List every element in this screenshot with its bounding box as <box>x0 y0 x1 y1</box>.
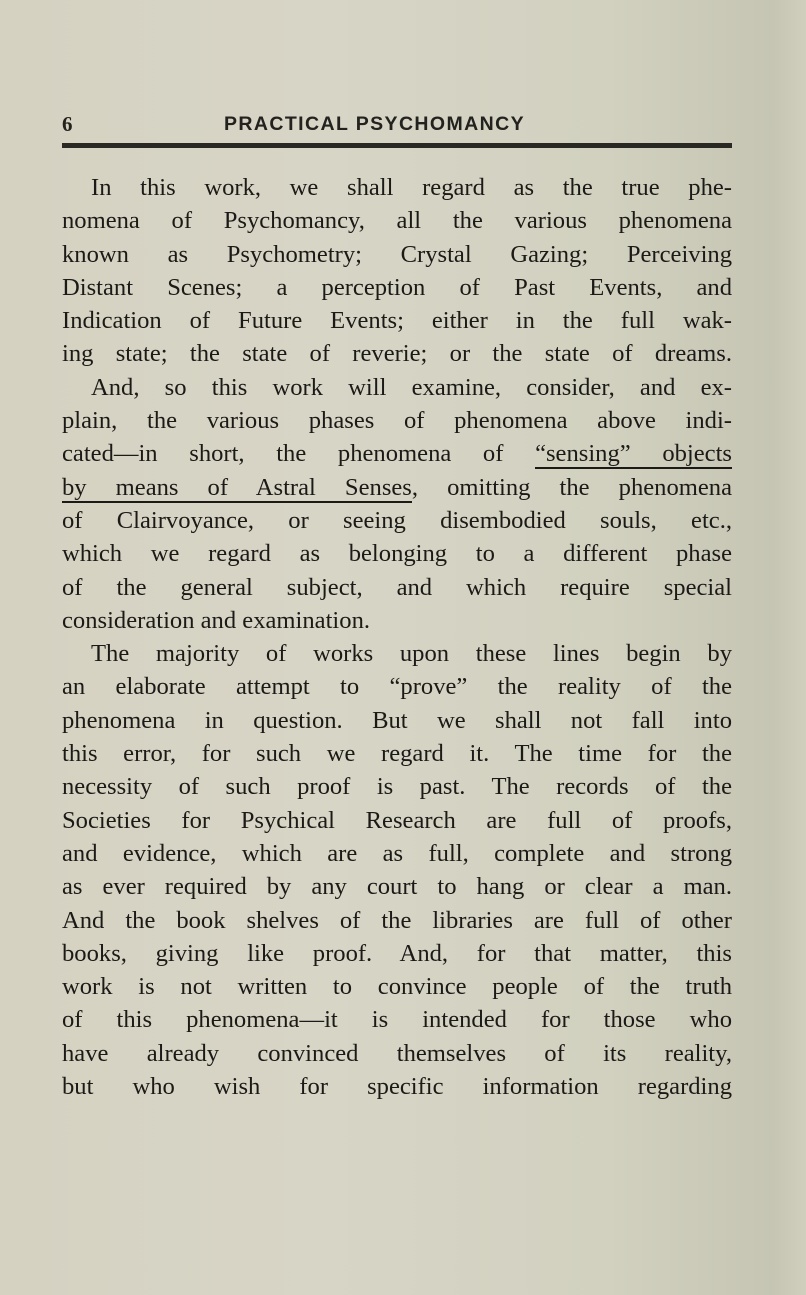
text-line: Societies for Psychical Research are full of proofs, <box>62 806 732 834</box>
text-line: have already convinced themselves of its reality, <box>62 1039 732 1067</box>
text-segment: cated—in short, the phenomena of <box>62 440 536 468</box>
text-line: as ever required by any court to hang or clear a man. <box>62 873 732 901</box>
underlined-phrase: by means of Astral Senses <box>62 473 412 501</box>
text-line: books, giving like proof. And, for that matter, this <box>62 939 732 967</box>
text-line: necessity of such proof is past. The records of the <box>62 773 732 801</box>
text-line: known as Psychometry; Crystal Gazing; Perceiving <box>62 240 732 268</box>
text-segment: , omitting the phenomena <box>411 473 733 501</box>
header-rule <box>62 143 732 148</box>
text-line: but who wish for specific information regarding <box>62 1073 732 1101</box>
text-line: Distant Scenes; a perception of Past Events, and <box>62 273 732 301</box>
book-page <box>62 112 733 1101</box>
text-line: phenomena in question. But we shall not fall into <box>62 706 732 734</box>
paragraph-3 <box>62 637 732 1103</box>
text-line: this error, for such we regard it. The time for the <box>62 740 732 768</box>
running-head <box>62 112 732 140</box>
paragraph-2 <box>62 371 732 637</box>
paragraph-1 <box>62 171 732 371</box>
body-text <box>62 171 732 1103</box>
text-line: In this work, we shall regard as the true phe- <box>91 174 732 201</box>
text-line: work is not written to convince people of the truth <box>62 973 732 1001</box>
text-line: consideration and examination. <box>62 606 371 634</box>
text-line: nomena of Psychomancy, all the various phenomena <box>62 207 732 235</box>
text-line: which we regard as belonging to a different phase <box>62 540 732 568</box>
text-line: of Clairvoyance, or seeing disembodied souls, etc., <box>62 506 732 534</box>
text-line: Indication of Future Events; either in the full wak- <box>62 307 732 335</box>
text-line: plain, the various phases of phenomena above indi- <box>62 407 732 435</box>
page-number: 6 <box>62 112 73 136</box>
text-line: of this phenomena—it is intended for those who <box>62 1006 732 1034</box>
text-line: And, so this work will examine, consider, and ex- <box>91 373 732 401</box>
text-line <box>62 437 732 470</box>
text-line: an elaborate attempt to “prove” the reality of the <box>62 673 732 701</box>
running-title: PRACTICAL PSYCHOMANCY <box>224 113 525 135</box>
text-line: and evidence, which are as full, complete and strong <box>62 839 732 867</box>
text-line <box>62 471 732 504</box>
text-line: of the general subject, and which require special <box>62 573 732 601</box>
text-line: The majority of works upon these lines begin by <box>91 640 732 668</box>
underlined-phrase: “sensing” objects <box>535 440 732 468</box>
text-line: ing state; the state of reverie; or the state of dreams. <box>62 340 732 368</box>
text-line: And the book shelves of the libraries are full of other <box>62 906 732 934</box>
